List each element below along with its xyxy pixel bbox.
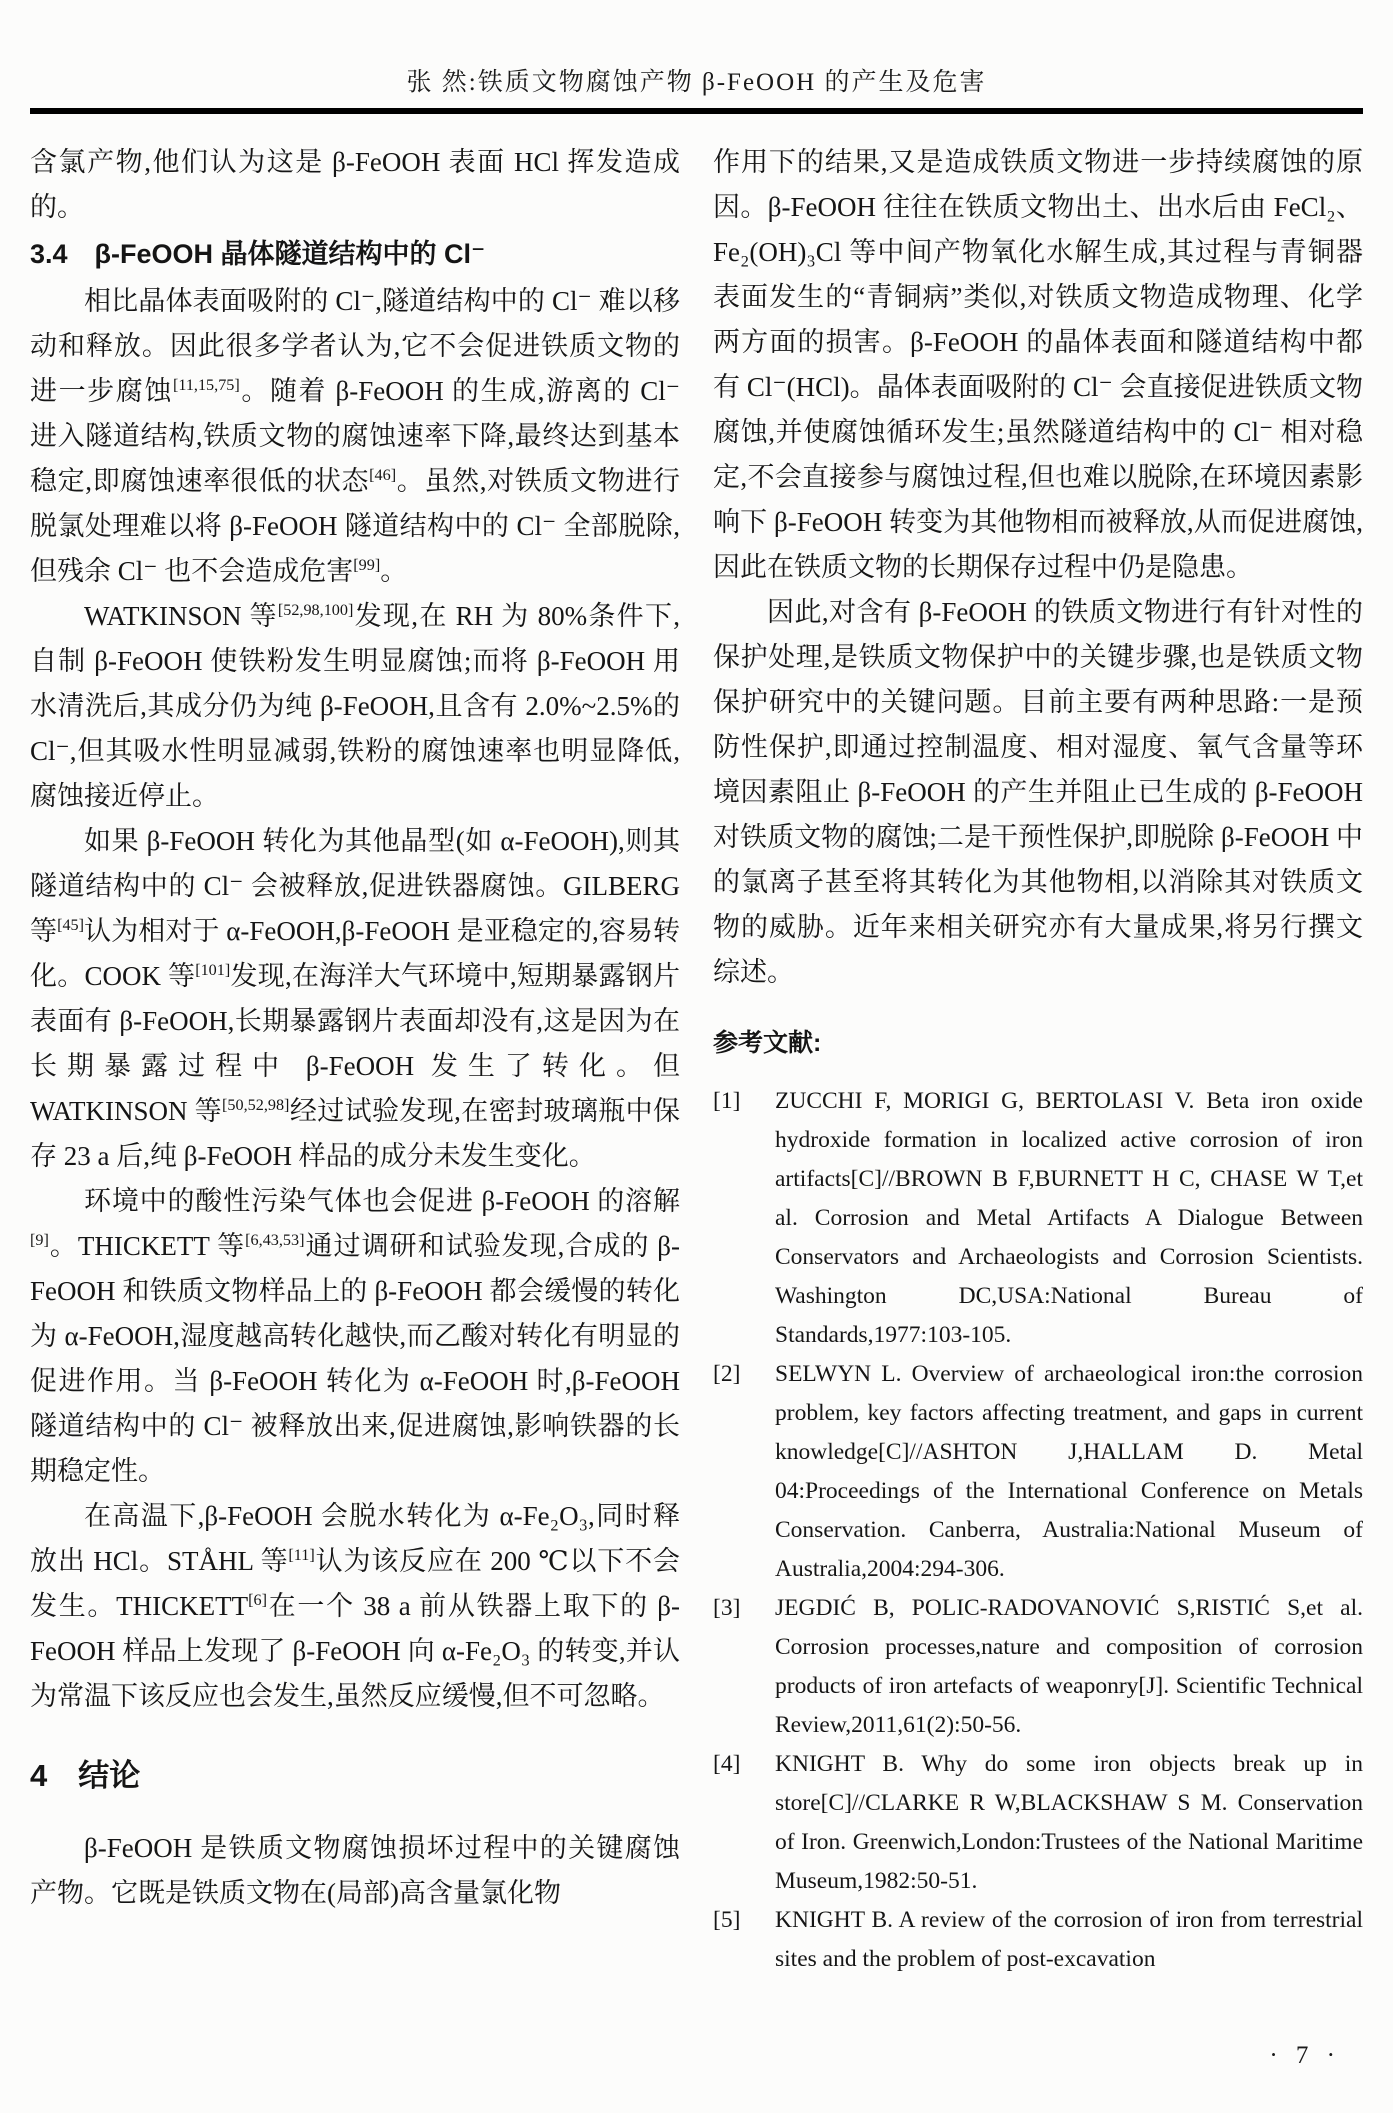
reference-number: [2]: [713, 1361, 741, 1387]
left-column: [30, 140, 680, 1979]
reference-text: JEGDIĆ B, POLIC-RADOVANOVIĆ S,RISTIĆ S,et al. Corrosion processes,nature and composition of corrosion products of iron artefacts of weaponry[J]. Scientific Technical Review,2011,61(2):50-56.: [775, 1595, 1363, 1738]
paragraph: [30, 1826, 680, 1916]
text-run: 认为相对于 α-FeOOH,β-FeOOH 是亚稳定的,容易转化。COOK 等: [30, 916, 681, 991]
paragraph: [30, 819, 680, 1179]
citation-superscript: [9]: [30, 1231, 49, 1249]
text-run: 发现,在海洋大气环境中,短期暴露钢片表面有 β-FeOOH,长期暴露钢片表面却没有,这是因为在长期暴露过程中 β-FeOOH 发生了转化。但 WATKINSON 等: [30, 961, 680, 1126]
paragraph: [30, 140, 680, 230]
text-run: 3.4 β-FeOOH 晶体隧道结构中的 Cl⁻: [30, 239, 486, 269]
reference-number: [5]: [713, 1907, 741, 1933]
text-run: 发现,在 RH 为 80%条件下,自制 β-FeOOH 使铁粉发生明显腐蚀;而将 β-FeOOH 用水清洗后,其成分仍为纯 β-FeOOH,且含有 2.0%~2.5%的 Cl⁻,但其吸水性明显减弱,铁粉的腐蚀速率也明显降低,腐蚀接近停止。: [30, 601, 680, 811]
right-column-text: [713, 140, 1363, 995]
text-run: 经过试验发现,在密封玻璃瓶中保存 23 a 后,纯 β-FeOOH 样品的成分未发生变化。: [30, 1096, 680, 1171]
citation-superscript: [101]: [195, 961, 231, 979]
text-run: 。: [380, 556, 408, 586]
citation-superscript: [45]: [57, 916, 85, 934]
reference-number: [3]: [713, 1595, 741, 1621]
text-run: 在高温下,β-FeOOH 会脱水转化为 α-Fe₂O₃,同时释放出 HCl。STÅHL 等: [30, 1501, 680, 1576]
paragraph: [30, 594, 680, 819]
reference-number: [1]: [713, 1088, 741, 1114]
citation-superscript: [6]: [248, 1591, 267, 1609]
two-column-body: [30, 140, 1363, 1979]
reference-item: [713, 1589, 1363, 1745]
paragraph: [713, 140, 1363, 590]
text-run: 4 结论: [30, 1758, 141, 1793]
page-number: · 7 ·: [1269, 2042, 1341, 2069]
text-run: 环境中的酸性污染气体也会促进 β-FeOOH 的溶解: [84, 1186, 680, 1216]
citation-superscript: [11]: [288, 1546, 315, 1564]
reference-text: KNIGHT B. A review of the corrosion of iron from terrestrial sites and the problem of post-excavation: [775, 1907, 1363, 1972]
reference-text: KNIGHT B. Why do some iron objects break up in store[C]//CLARKE R W,BLACKSHAW S M. Conservation of Iron. Greenwich,London:Trustees of the National Maritime Museum,1982:50-51.: [775, 1751, 1363, 1894]
citation-superscript: [99]: [353, 556, 381, 574]
citation-superscript: [6,43,53]: [245, 1231, 305, 1249]
references-list: [713, 1082, 1363, 1979]
paragraph: [30, 1179, 680, 1494]
paragraph: [713, 590, 1363, 995]
citation-superscript: [46]: [369, 466, 397, 484]
reference-item: [713, 1745, 1363, 1901]
text-run: 。虽然,对铁质文物进行脱氯处理难以将 β-FeOOH 隧道结构中的 Cl⁻ 全部脱除,但残余 Cl⁻ 也不会造成危害: [30, 466, 681, 586]
reference-item: [713, 1355, 1363, 1589]
text-run: 作用下的结果,又是造成铁质文物进一步持续腐蚀的原因。β-FeOOH 往往在铁质文物出土、出水后由 FeCl₂、Fe₂(OH)₃Cl 等中间产物氧化水解生成,其过程与青铜器表面发生的“青铜病”类似,对铁质文物造成物理、化学两方面的损害。β-FeOOH 的晶体表面和隧道结构中都有 Cl⁻(HCl)。晶体表面吸附的 Cl⁻ 会直接促进铁质文物腐蚀,并使腐蚀循环发生;虽然隧道结构中的 Cl⁻ 相对稳定,不会直接参与腐蚀过程,但也难以脱除,在环境因素影响下 β-FeOOH 转变为其他物相而被释放,从而促进腐蚀,因此在铁质文物的长期保存过程中仍是隐患。: [713, 147, 1363, 582]
text-run: 如果 β-FeOOH 转化为其他晶型(如 α-FeOOH),则其隧道结构中的 Cl⁻ 会被释放,促进铁器腐蚀。GILBERG 等: [30, 826, 680, 946]
header-rule: [30, 108, 1363, 114]
reference-text: SELWYN L. Overview of archaeological iron:the corrosion problem, key factors affecting treatment, and gaps in current knowledge[C]//ASHTON J,HALLAM D. Metal 04:Proceedings of the International Conference on Metals Conservation. Canberra, Australia:National Museum of Australia,2004:294-306.: [775, 1361, 1363, 1582]
text-run: 通过调研和试验发现,合成的 β-FeOOH 和铁质文物样品上的 β-FeOOH 都会缓慢的转化为 α-FeOOH,湿度越高转化越快,而乙酸对转化有明显的促进作用。当 β-FeOOH 转化为 α-FeOOH 时,β-FeOOH 隧道结构中的 Cl⁻ 被释放出来,促进腐蚀,影响铁器的长期稳定性。: [30, 1231, 680, 1486]
section-heading: [30, 1753, 680, 1798]
text-run: 在一个 38 a 前从铁器上取下的 β-FeOOH 样品上发现了 β-FeOOH 向 α-Fe₂O₃ 的转变,并认为常温下该反应也会发生,虽然反应缓慢,但不可忽略。: [30, 1591, 680, 1711]
references-heading: 参考文献:: [713, 1029, 822, 1057]
text-run: 相比晶体表面吸附的 Cl⁻,隧道结构中的 Cl⁻ 难以移动和释放。因此很多学者认为,它不会促进铁质文物的进一步腐蚀: [30, 286, 680, 406]
citation-superscript: [52,98,100]: [277, 601, 354, 619]
text-run: 认为该反应在 200 ℃以下不会发生。THICKETT: [30, 1546, 680, 1621]
text-run: β-FeOOH 是铁质文物腐蚀损坏过程中的关键腐蚀产物。它既是铁质文物在(局部)高含量氯化物: [30, 1833, 680, 1908]
reference-item: [713, 1082, 1363, 1355]
running-header: 张 然:铁质文物腐蚀产物 β-FeOOH 的产生及危害: [406, 69, 987, 96]
reference-item: [713, 1901, 1363, 1979]
reference-number: [4]: [713, 1751, 741, 1777]
text-run: 含氯产物,他们认为这是 β-FeOOH 表面 HCl 挥发造成的。: [30, 147, 680, 222]
text-run: 。THICKETT 等: [48, 1231, 246, 1261]
reference-text: ZUCCHI F, MORIGI G, BERTOLASI V. Beta iron oxide hydroxide formation in localized active corrosion of iron artifacts[C]//BROWN B F,BURNETT H C, CHASE W T,et al. Corrosion and Metal Artifacts A Dialogue Between Conservators and Archaeologists and Corrosion Scientists. Washington DC,USA:National Bureau of Standards,1977:103-105.: [775, 1088, 1363, 1348]
text-run: WATKINSON 等: [84, 601, 278, 631]
subsection-heading: [30, 232, 680, 277]
citation-superscript: [11,15,75]: [172, 376, 240, 394]
paragraph: [30, 1494, 680, 1719]
paragraph: [30, 279, 680, 594]
right-column: [713, 140, 1363, 1979]
text-run: 。随着 β-FeOOH 的生成,游离的 Cl⁻ 进入隧道结构,铁质文物的腐蚀速率下降,最终达到基本稳定,即腐蚀速率很低的状态: [30, 376, 680, 496]
text-run: 因此,对含有 β-FeOOH 的铁质文物进行有针对性的保护处理,是铁质文物保护中的关键步骤,也是铁质文物保护研究中的关键问题。目前主要有两种思路:一是预防性保护,即通过控制温度、相对湿度、氧气含量等环境因素阻止 β-FeOOH 的产生并阻止已生成的 β-FeOOH 对铁质文物的腐蚀;二是干预性保护,即脱除 β-FeOOH 中的氯离子甚至将其转化为其他物相,以消除其对铁质文物的威胁。近年来相关研究亦有大量成果,将另行撰文综述。: [713, 597, 1363, 987]
citation-superscript: [50,52,98]: [222, 1096, 290, 1114]
